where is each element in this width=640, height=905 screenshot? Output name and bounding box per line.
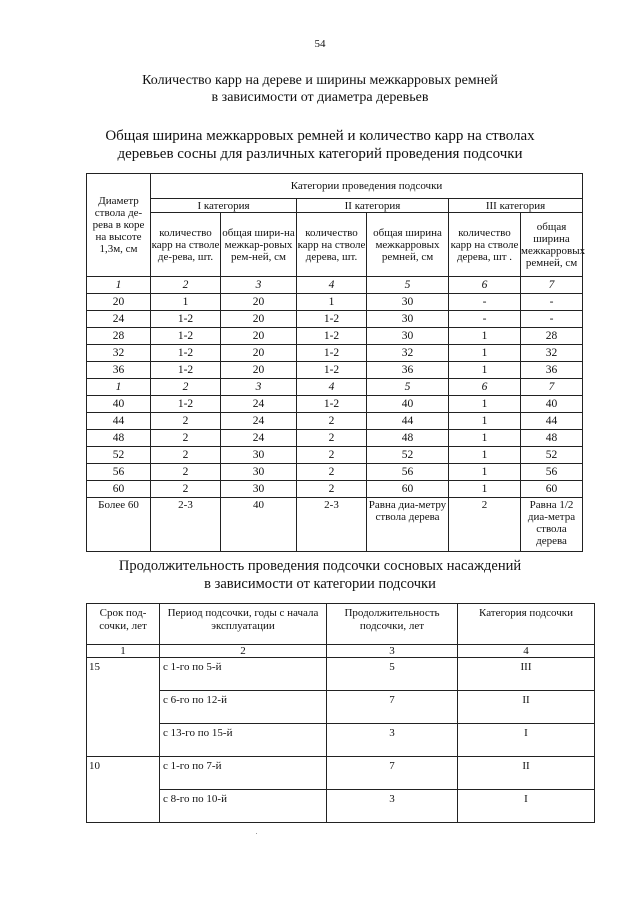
table2-title (0, 557, 640, 593)
table-cell: 48 (367, 430, 449, 447)
table-row (87, 481, 583, 498)
table-cell: 60 (87, 481, 151, 498)
table-cell: - (449, 294, 521, 311)
table-cell: 36 (367, 362, 449, 379)
duration-header-2: Период подсочки, годы с начала эксплуатации (160, 604, 327, 645)
page-number: 54 (314, 38, 326, 50)
main-title (0, 72, 640, 106)
column-number: 2 (160, 645, 327, 658)
table2-title-line-1: Продолжительность проведения подсочки сосновых насаждений (118, 558, 522, 574)
category-2-header: II категория (297, 199, 449, 213)
table-cell: 1-2 (151, 345, 221, 362)
table-cell: 56 (521, 464, 583, 481)
table-cell: 40 (367, 396, 449, 413)
table-cell: 5 (367, 379, 449, 396)
subheader-col-6: количество карр на стволе дерева, шт . (449, 213, 521, 277)
table-row (87, 447, 583, 464)
table-cell: 24 (221, 430, 297, 447)
table-row (87, 498, 583, 552)
table-cell: 24 (87, 311, 151, 328)
table-cell: 2 (297, 430, 367, 447)
duration-cell: 3 (327, 724, 458, 757)
table-cell: 20 (221, 294, 297, 311)
table-cell: 40 (87, 396, 151, 413)
main-title-line-1: Количество карр на дереве и ширины межкарровых ремней (142, 73, 498, 88)
table-cell: 40 (221, 498, 297, 552)
column-number: 4 (458, 645, 595, 658)
table-cell: 1 (449, 396, 521, 413)
table-row (87, 658, 595, 691)
table-row (87, 691, 595, 724)
table-row (87, 724, 595, 757)
table-cell: 1-2 (297, 345, 367, 362)
period-cell: с 13-го по 15-й (160, 724, 327, 757)
table-cell: 2-3 (297, 498, 367, 552)
subheader-col-2: количество карр на стволе де-рева, шт. (151, 213, 221, 277)
category-cell: I (458, 724, 595, 757)
table-row (87, 464, 583, 481)
table-cell: 20 (221, 311, 297, 328)
period-cell: с 1-го по 5-й (160, 658, 327, 691)
table-cell: 2 (297, 464, 367, 481)
table-cell: 1 (449, 413, 521, 430)
table-cell: 2 (297, 413, 367, 430)
table-cell: 2 (151, 447, 221, 464)
table-cell: 30 (221, 447, 297, 464)
table-cell: 2 (151, 413, 221, 430)
table-cell: 1 (449, 447, 521, 464)
table-cell: 32 (521, 345, 583, 362)
table-cell: 2 (151, 379, 221, 396)
column-number: 3 (327, 645, 458, 658)
category-cell: I (458, 790, 595, 823)
table-cell: 6 (449, 277, 521, 294)
table-cell: - (521, 294, 583, 311)
table-cell: 1-2 (297, 328, 367, 345)
table-cell: 52 (87, 447, 151, 464)
table-cell: 44 (367, 413, 449, 430)
table-row (87, 362, 583, 379)
table-cell: 7 (521, 277, 583, 294)
table-cell: 1-2 (297, 311, 367, 328)
duration-header-4: Категория подсочки (458, 604, 595, 645)
carr-width-table (86, 173, 586, 552)
category-cell: II (458, 757, 595, 790)
table1-title (0, 127, 640, 163)
table-cell: 1 (449, 481, 521, 498)
table-cell: 1-2 (151, 311, 221, 328)
table-cell: 24 (221, 396, 297, 413)
category-cell: III (458, 658, 595, 691)
table-cell: 7 (521, 379, 583, 396)
table-cell: 52 (367, 447, 449, 464)
table1-title-line-1: Общая ширина межкарровых ремней и количество карр на стволах (105, 128, 535, 144)
table-cell: 5 (367, 277, 449, 294)
table-cell: 4 (297, 277, 367, 294)
table-row (87, 430, 583, 447)
table-cell: 2 (151, 481, 221, 498)
table-cell: 36 (521, 362, 583, 379)
table-row (87, 413, 583, 430)
table-row (87, 294, 583, 311)
table-cell: 44 (87, 413, 151, 430)
table-row (87, 311, 583, 328)
table-row (87, 396, 583, 413)
column-number: 1 (87, 645, 160, 658)
table-cell: 24 (221, 413, 297, 430)
table-cell: 48 (87, 430, 151, 447)
table-cell: 2 (151, 277, 221, 294)
table-cell: 32 (87, 345, 151, 362)
table-cell: 56 (367, 464, 449, 481)
subheader-col-5: общая ширина межкарровых ремней, см (367, 213, 449, 277)
table-cell: 1 (151, 294, 221, 311)
table-cell: 52 (521, 447, 583, 464)
table-cell: 2 (449, 498, 521, 552)
table-cell: - (449, 311, 521, 328)
period-cell: с 8-го по 10-й (160, 790, 327, 823)
table-cell: 1 (449, 345, 521, 362)
table-cell: 30 (367, 294, 449, 311)
main-title-line-2: в зависимости от диаметра деревьев (211, 90, 429, 105)
duration-header-3: Продолжительность подсочки, лет (327, 604, 458, 645)
scan-mark (256, 833, 257, 834)
categories-header: Категории проведения подсочки (151, 174, 583, 199)
table-cell: 36 (87, 362, 151, 379)
table-cell: Равна диа-метру ствола дерева (367, 498, 449, 552)
duration-header-1: Срок под-сочки, лет (87, 604, 160, 645)
table-row (87, 277, 583, 294)
table-cell: 1 (449, 464, 521, 481)
duration-cell: 5 (327, 658, 458, 691)
table-cell: 60 (367, 481, 449, 498)
table-cell: 2 (151, 430, 221, 447)
table-cell: 1-2 (297, 396, 367, 413)
table-cell: 56 (87, 464, 151, 481)
table-cell: 4 (297, 379, 367, 396)
term-cell: 10 (87, 757, 160, 823)
tapping-duration-table (86, 603, 595, 823)
table-cell: Более 60 (87, 498, 151, 552)
table-cell: 30 (221, 464, 297, 481)
duration-cell: 7 (327, 691, 458, 724)
table-cell: 30 (367, 311, 449, 328)
table-cell: 40 (521, 396, 583, 413)
table-cell: 1-2 (297, 362, 367, 379)
table-cell: 28 (87, 328, 151, 345)
subheader-col-3: общая шири-на межкар-ровых рем-ней, см (221, 213, 297, 277)
category-1-header: I категория (151, 199, 297, 213)
table-cell: 30 (367, 328, 449, 345)
table-cell: 20 (221, 362, 297, 379)
table-cell: 6 (449, 379, 521, 396)
table-cell: 1 (449, 328, 521, 345)
table-cell: - (521, 311, 583, 328)
table-cell: 30 (221, 481, 297, 498)
diameter-header: Диаметр ствола де-рева в коре на высоте 1,3м, см (87, 174, 151, 277)
table-cell: 20 (87, 294, 151, 311)
table-row (87, 790, 595, 823)
table-cell: 1 (449, 430, 521, 447)
period-cell: с 1-го по 7-й (160, 757, 327, 790)
column-number-row (87, 645, 595, 658)
table-cell: 2 (297, 481, 367, 498)
table-cell: 2 (297, 447, 367, 464)
table-cell: 3 (221, 277, 297, 294)
table-cell: 1 (87, 379, 151, 396)
table-cell: 20 (221, 345, 297, 362)
table-cell: 1-2 (151, 328, 221, 345)
table-cell: 1 (87, 277, 151, 294)
subheader-col-7: общая ширина межкарровых ремней, см (521, 213, 583, 277)
table-row (87, 328, 583, 345)
table-cell: Равна 1/2 диа-метра ствола дерева (521, 498, 583, 552)
table-cell: 1-2 (151, 396, 221, 413)
table-row (87, 757, 595, 790)
table-cell: 48 (521, 430, 583, 447)
table-cell: 32 (367, 345, 449, 362)
table-cell: 60 (521, 481, 583, 498)
category-3-header: III категория (449, 199, 583, 213)
table-row (87, 379, 583, 396)
subheader-col-4: количество карр на стволе дерева, шт. (297, 213, 367, 277)
table1-title-line-2: деревьев сосны для различных категорий проведения подсочки (117, 146, 523, 162)
table-cell: 44 (521, 413, 583, 430)
table-cell: 28 (521, 328, 583, 345)
category-cell: II (458, 691, 595, 724)
table-cell: 1 (449, 362, 521, 379)
table-cell: 3 (221, 379, 297, 396)
table-cell: 2-3 (151, 498, 221, 552)
table-row (87, 345, 583, 362)
table-cell: 1-2 (151, 362, 221, 379)
period-cell: с 6-го по 12-й (160, 691, 327, 724)
table-cell: 2 (151, 464, 221, 481)
table-cell: 20 (221, 328, 297, 345)
duration-cell: 3 (327, 790, 458, 823)
duration-cell: 7 (327, 757, 458, 790)
table2-title-line-2: в зависимости от категории подсочки (204, 576, 436, 592)
term-cell: 15 (87, 658, 160, 757)
table-cell: 1 (297, 294, 367, 311)
